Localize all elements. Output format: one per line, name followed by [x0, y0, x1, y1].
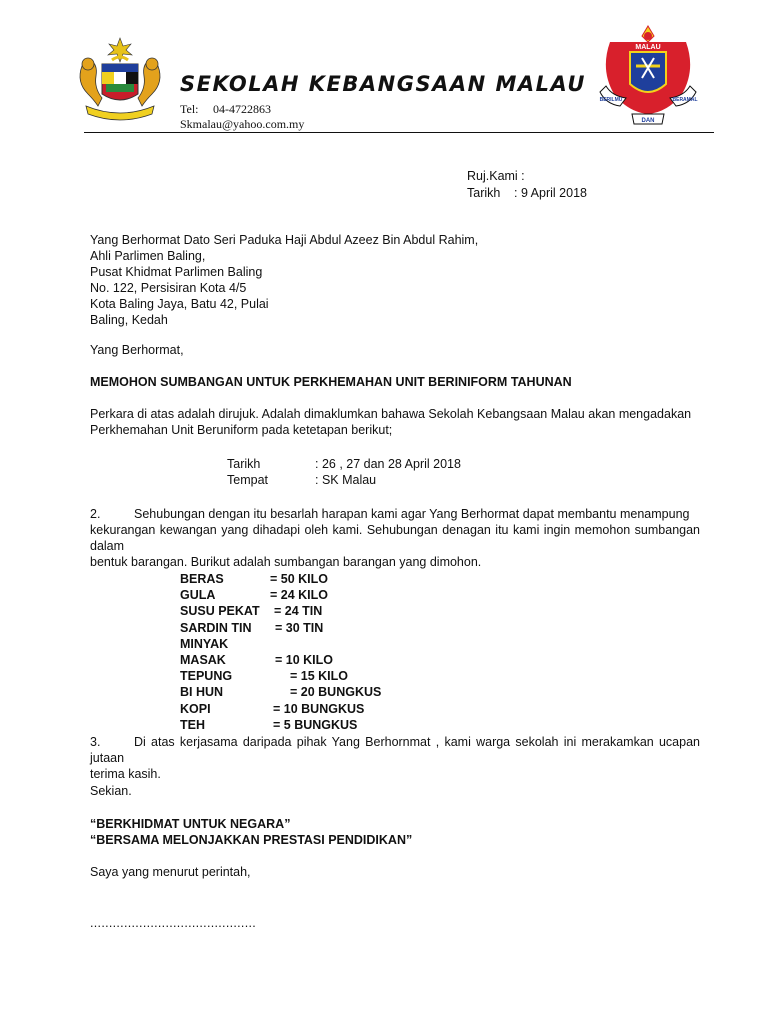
paragraph-3: [90, 734, 700, 782]
school-name: SEKOLAH KEBANGSAAN MALAU: [180, 72, 586, 96]
item-qty: = 10 KILO: [275, 653, 334, 668]
paragraph-2: [90, 506, 700, 570]
item-qty: = 50 KILO: [270, 572, 329, 586]
paragraph-number: 3.: [90, 735, 101, 749]
email: Skmalau@yahoo.com.my: [180, 117, 305, 131]
detail-tarikh-value: : 26 , 27 dan 28 April 2018: [315, 457, 461, 471]
item-name: TEH: [180, 717, 205, 732]
list-item: [180, 701, 381, 717]
paragraph-number: 2.: [90, 507, 101, 521]
malaysia-coat-of-arms-icon: [72, 36, 168, 124]
motto-1: “BERKHIDMAT UNTUK NEGARA”: [90, 817, 291, 831]
item-name: SUSU PEKAT: [180, 604, 260, 619]
paragraph-3-line: terima kasih.: [90, 767, 161, 781]
item-name: GULA: [180, 588, 216, 603]
logo-text-left: BERILMU: [599, 97, 623, 103]
reference-block: [467, 168, 587, 202]
tel-label: Tel:: [180, 102, 199, 116]
list-item: [180, 571, 381, 587]
item-list: [180, 571, 381, 733]
address-line: Kota Baling Jaya, Batu 42, Pulai: [90, 297, 269, 311]
detail-tempat-label: Tempat: [227, 473, 268, 487]
address-line: Ahli Parlimen Baling,: [90, 249, 206, 263]
item-qty: = 20 BUNGKUS: [290, 685, 382, 700]
item-qty: = 30 TIN: [275, 620, 324, 635]
ruj-kami: Ruj.Kami :: [467, 169, 525, 183]
list-item: [180, 717, 381, 733]
logo-text-top: MALAU: [635, 44, 661, 51]
item-qty: = 24 TIN: [274, 604, 323, 619]
list-item: [180, 636, 381, 668]
tarikh-value: : 9 April 2018: [514, 186, 587, 200]
school-crest-logo-icon: [596, 22, 700, 130]
item-name: KOPI: [180, 701, 211, 716]
sekian: Sekian.: [90, 784, 132, 798]
paragraph-1-line: Perkara di atas adalah dirujuk. Adalah dimaklumkan bahawa Sekolah Kebangsaan Malau akan mengadakan: [90, 407, 692, 421]
list-item: [180, 620, 381, 636]
tel-number: 04-4722863: [213, 102, 271, 116]
paragraph-3-line: Di atas kerjasama daripada pihak Yang Berhornmat , kami warga sekolah ini merakamkan ucapan jutaan: [90, 735, 700, 765]
tel-line: [180, 102, 304, 117]
tarikh-label: Tarikh: [467, 186, 501, 200]
item-name: BI HUN: [180, 685, 224, 700]
contact-block: [180, 102, 304, 132]
item-name: SARDIN TIN: [180, 620, 252, 635]
motto-2: “BERSAMA MELONJAKKAN PRESTASI PENDIDIKAN”: [90, 833, 413, 847]
closing-line: Saya yang menurut perintah,: [90, 865, 251, 879]
logo-text-bottom: DAN: [641, 118, 655, 124]
detail-tarikh-label: Tarikh: [227, 457, 261, 471]
logo-text-right: BERAMAL: [672, 97, 698, 103]
paragraph-2-line: kekurangan kewangan yang dihadapi oleh kami. Sehubungan denagan itu kami ingin memohon sumbangan dalam: [90, 523, 700, 553]
paragraph-1: [90, 406, 700, 438]
list-item: [180, 603, 381, 619]
address-line: Pusat Khidmat Parlimen Baling: [90, 265, 263, 279]
item-qty: = 10 BUNGKUS: [273, 701, 365, 716]
paragraph-1-line: Perkhemahan Unit Beruniform pada ketetapan berikut;: [90, 423, 393, 437]
item-qty: = 15 KILO: [290, 669, 349, 684]
item-name: TEPUNG: [180, 669, 233, 684]
address-line: No. 122, Persisiran Kota 4/5: [90, 281, 247, 295]
header-divider: [84, 132, 714, 133]
paragraph-2-line: bentuk barangan. Burikut adalah sumbangan barangan yang dimohon.: [90, 555, 482, 569]
item-qty: = 5 BUNGKUS: [273, 717, 358, 732]
list-item: [180, 587, 381, 603]
list-item: [180, 668, 381, 684]
item-qty: = 24 KILO: [270, 588, 329, 603]
list-item: [180, 684, 381, 700]
paragraph-2-line: Sehubungan dengan itu besarlah harapan kami agar Yang Berhormat dapat membantu menampung: [134, 507, 690, 521]
address-line: Baling, Kedah: [90, 313, 168, 327]
signature-line: ............................................: [90, 916, 257, 930]
salutation: Yang Berhormat,: [90, 343, 184, 357]
event-details: [227, 456, 461, 488]
address-line: Yang Berhormat Dato Seri Paduka Haji Abdul Azeez Bin Abdul Rahim,: [90, 233, 479, 247]
item-name: MINYAK MASAK: [180, 636, 229, 668]
recipient-address: [90, 232, 478, 328]
detail-tempat-value: : SK Malau: [315, 473, 377, 487]
item-name: BERAS: [180, 572, 224, 586]
subject-heading: MEMOHON SUMBANGAN UNTUK PERKHEMAHAN UNIT BERINIFORM TAHUNAN: [90, 375, 572, 389]
